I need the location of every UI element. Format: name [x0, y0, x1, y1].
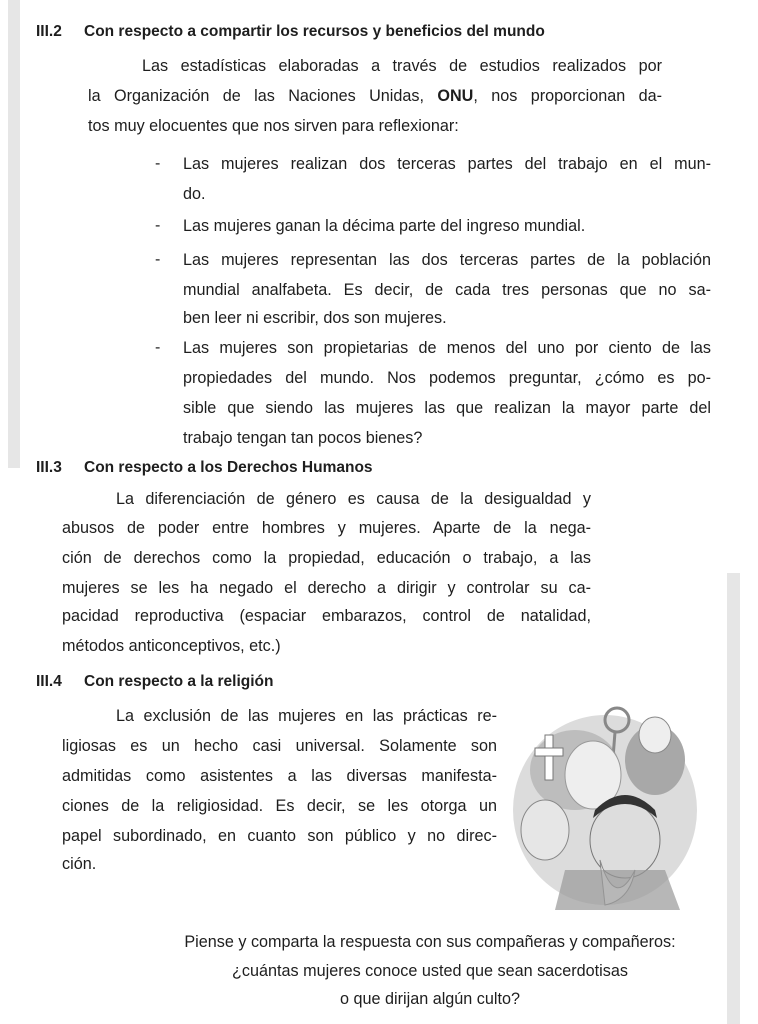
paragraph-line: papel subordinado, en cuanto son público y no direc- — [62, 827, 497, 845]
right-margin-bar — [727, 573, 740, 1024]
bullet-dash: - — [155, 251, 161, 268]
bullet-text: mundial analfabeta. Es decir, de cada tres personas que no sa- — [183, 281, 711, 299]
paragraph-line: La exclusión de las mujeres en las prácticas re- — [116, 707, 497, 725]
paragraph-line: ción de derechos como la propiedad, educación o trabajo, a las — [62, 549, 591, 567]
paragraph-line: ligiosas es un hecho casi universal. Solamente son — [62, 737, 497, 755]
section-title: Con respecto a compartir los recursos y beneficios del mundo — [84, 23, 545, 40]
paragraph-line: la Organización de las Naciones Unidas, ONU, nos proporcionan da- — [88, 87, 663, 105]
closing-question-line: ¿cuántas mujeres conoce usted que sean sacerdotisas — [232, 962, 628, 980]
bullet-dash: - — [155, 339, 161, 356]
paragraph-line: abusos de poder entre hombres y mujeres. Aparte de la nega- — [62, 519, 591, 537]
paragraph-line: pacidad reproductiva (espaciar embarazos, control de natalidad, — [62, 607, 591, 625]
section-number: III.3 — [36, 459, 62, 476]
religious-leaders-illustration — [505, 700, 705, 910]
closing-question-line: o que dirijan algún culto? — [340, 990, 520, 1008]
section-title: Con respecto a la religión — [84, 673, 274, 690]
section-title: Con respecto a los Derechos Humanos — [84, 459, 373, 476]
paragraph-line: admitidas como asistentes a las diversas manifesta- — [62, 767, 497, 785]
paragraph-line: métodos anticonceptivos, etc.) — [62, 637, 281, 655]
bullet-dash: - — [155, 155, 161, 172]
bullet-text: Las mujeres realizan dos terceras partes del trabajo en el mun- — [183, 155, 711, 173]
paragraph-line: Las estadísticas elaboradas a través de estudios realizados por — [142, 57, 662, 75]
paragraph-line: ción. — [62, 855, 97, 873]
paragraph-line: La diferenciación de género es causa de la desigualdad y — [116, 490, 591, 508]
bullet-text: Las mujeres representan las dos terceras partes de la población — [183, 251, 711, 269]
bullet-text: Las mujeres son propietarias de menos del uno por ciento de las — [183, 339, 711, 357]
bullet-text: Las mujeres ganan la décima parte del ingreso mundial. — [183, 217, 586, 235]
paragraph-line: tos muy elocuentes que nos sirven para reflexionar: — [88, 117, 459, 135]
section-number: III.4 — [36, 673, 62, 690]
bullet-text: propiedades del mundo. Nos podemos preguntar, ¿cómo es po- — [183, 369, 711, 387]
paragraph-line: mujeres se les ha negado el derecho a dirigir y controlar su ca- — [62, 579, 591, 597]
bullet-text: trabajo tengan tan pocos bienes? — [183, 429, 423, 447]
paragraph-line: ciones de la religiosidad. Es decir, se les otorga un — [62, 797, 497, 815]
bullet-text: do. — [183, 185, 206, 203]
left-margin-bar — [8, 0, 20, 468]
onu-acronym: ONU — [437, 87, 474, 105]
bullet-dash: - — [155, 217, 161, 234]
closing-question-line: Piense y comparta la respuesta con sus compañeras y compañeros: — [184, 933, 676, 951]
bullet-text: sible que siendo las mujeres las que realizan la mayor parte del — [183, 399, 711, 417]
bullet-text: ben leer ni escribir, dos son mujeres. — [183, 309, 447, 327]
section-number: III.2 — [36, 23, 62, 40]
